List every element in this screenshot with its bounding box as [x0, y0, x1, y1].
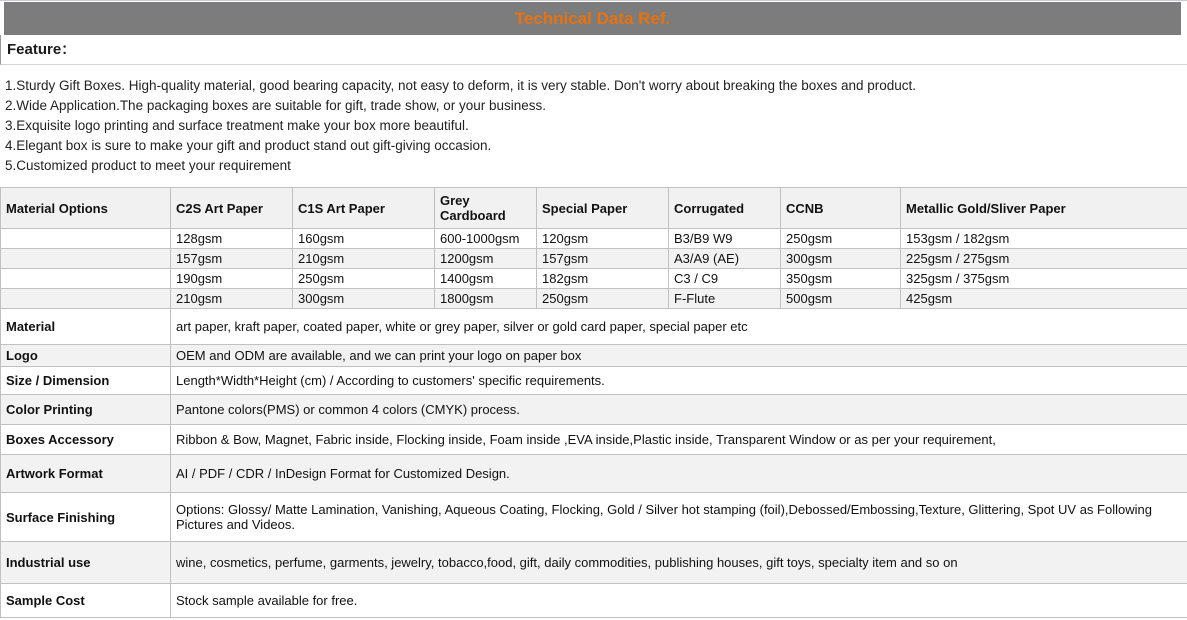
- table-row: [1, 249, 1187, 269]
- table-row: [1, 289, 1187, 309]
- feature-item: 3.Exquisite logo printing and surface treatment make your box more beautiful.: [5, 118, 469, 133]
- table-row: [1, 584, 1187, 618]
- cell: A3/A9 (AE): [669, 249, 781, 269]
- table-row: [1, 425, 1187, 455]
- cell: 210gsm: [171, 289, 293, 309]
- row-value: Stock sample available for free.: [171, 584, 1187, 618]
- row-value: AI / PDF / CDR / InDesign Format for Customized Design.: [171, 455, 1187, 493]
- cell: 190gsm: [171, 269, 293, 289]
- table-row: [1, 309, 1187, 345]
- table-row: [1, 229, 1187, 249]
- cell: F-Flute: [669, 289, 781, 309]
- column-header: Grey Cardboard: [435, 188, 537, 229]
- column-header: CCNB: [781, 188, 901, 229]
- cell: 153gsm / 182gsm: [901, 229, 1187, 249]
- row-label: Artwork Format: [1, 455, 171, 493]
- cell: 600-1000gsm: [435, 229, 537, 249]
- row-label: Material: [1, 309, 171, 345]
- table-row: [1, 367, 1187, 395]
- cell: [1, 249, 171, 269]
- cell: 250gsm: [293, 269, 435, 289]
- table-row: [1, 345, 1187, 367]
- row-value: OEM and ODM are available, and we can print your logo on paper box: [171, 345, 1187, 367]
- row-value: Options: Glossy/ Matte Lamination, Vanishing, Aqueous Coating, Flocking, Gold / Silver hot stamping (foil),Debossed/Embossing,Texture, Glittering, Spot UV as Following Pictures and Videos.: [171, 493, 1187, 542]
- column-header: Special Paper: [537, 188, 669, 229]
- feature-item: 2.Wide Application.The packaging boxes are suitable for gift, trade show, or your business.: [5, 98, 547, 113]
- column-header: Material Options: [1, 188, 171, 229]
- column-header: C2S Art Paper: [171, 188, 293, 229]
- row-label: Boxes Accessory: [1, 425, 171, 455]
- technical-data-table: [0, 187, 1187, 618]
- cell: 157gsm: [537, 249, 669, 269]
- cell: 182gsm: [537, 269, 669, 289]
- feature-list: [0, 65, 1187, 176]
- cell: 225gsm / 275gsm: [901, 249, 1187, 269]
- cell: 210gsm: [293, 249, 435, 269]
- cell: 300gsm: [293, 289, 435, 309]
- column-header: Corrugated: [669, 188, 781, 229]
- row-value: wine, cosmetics, perfume, garments, jewelry, tobacco,food, gift, daily commodities, publishing houses, gift toys, specialty item and so on: [171, 542, 1187, 584]
- cell: 1200gsm: [435, 249, 537, 269]
- feature-item: 1.Sturdy Gift Boxes. High-quality material, good bearing capacity, not easy to deform, it is very stable. Don't worry about breaking the boxes and product.: [5, 78, 917, 93]
- row-value: Pantone colors(PMS) or common 4 colors (CMYK) process.: [171, 395, 1187, 425]
- table-row: [1, 542, 1187, 584]
- cell: [1, 269, 171, 289]
- table-row: [1, 395, 1187, 425]
- row-label: Surface Finishing: [1, 493, 171, 542]
- table-row: [1, 455, 1187, 493]
- cell: 300gsm: [781, 249, 901, 269]
- table-row: [1, 269, 1187, 289]
- page-title: Technical Data Ref.: [4, 2, 1181, 35]
- cell: 425gsm: [901, 289, 1187, 309]
- cell: 120gsm: [537, 229, 669, 249]
- row-value: Ribbon & Bow, Magnet, Fabric inside, Flocking inside, Foam inside ,EVA inside,Plastic inside, Transparent Window or as per your requirement,: [171, 425, 1187, 455]
- cell: [1, 229, 171, 249]
- row-label: Logo: [1, 345, 171, 367]
- cell: B3/B9 W9: [669, 229, 781, 249]
- cell: 500gsm: [781, 289, 901, 309]
- row-label: Sample Cost: [1, 584, 171, 618]
- cell: 325gsm / 375gsm: [901, 269, 1187, 289]
- feature-item: 5.Customized product to meet your requirement: [5, 158, 291, 173]
- feature-heading: Feature：: [0, 35, 1187, 65]
- row-label: Industrial use: [1, 542, 171, 584]
- cell: 1400gsm: [435, 269, 537, 289]
- feature-item: 4.Elegant box is sure to make your gift and product stand out gift-giving occasion.: [5, 138, 492, 153]
- cell: 250gsm: [537, 289, 669, 309]
- column-header: C1S Art Paper: [293, 188, 435, 229]
- row-value: art paper, kraft paper, coated paper, white or grey paper, silver or gold card paper, special paper etc: [171, 309, 1187, 345]
- row-value: Length*Width*Height (cm) / According to customers' specific requirements.: [171, 367, 1187, 395]
- cell: 128gsm: [171, 229, 293, 249]
- cell: 250gsm: [781, 229, 901, 249]
- table-header-row: [1, 188, 1187, 229]
- cell: [1, 289, 171, 309]
- cell: 157gsm: [171, 249, 293, 269]
- row-label: Size / Dimension: [1, 367, 171, 395]
- cell: 160gsm: [293, 229, 435, 249]
- table-row: [1, 493, 1187, 542]
- column-header: Metallic Gold/Sliver Paper: [901, 188, 1187, 229]
- cell: 1800gsm: [435, 289, 537, 309]
- cell: 350gsm: [781, 269, 901, 289]
- row-label: Color Printing: [1, 395, 171, 425]
- cell: C3 / C9: [669, 269, 781, 289]
